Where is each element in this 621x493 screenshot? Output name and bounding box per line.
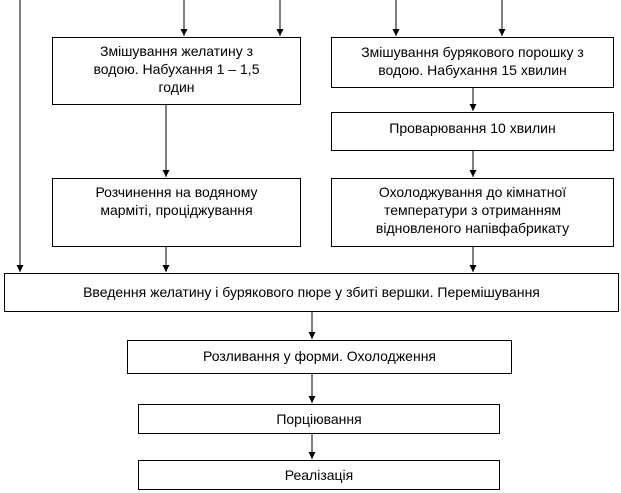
step-gelatin-mix-line-1: Змішування желатину з <box>99 43 254 59</box>
step-cool-line-2: температури з отриманням <box>383 202 562 218</box>
step-boil-line-1: Проварювання 10 хвилин <box>389 120 556 136</box>
step-beet-mix <box>331 37 614 88</box>
step-beet-mix-line-2: водою. Набухання 15 хвилин <box>378 62 567 78</box>
step-portion-line-1: Порціювання <box>276 411 362 427</box>
step-gelatin-mix <box>52 37 301 105</box>
step-pour <box>127 340 512 374</box>
step-pour-line-1: Розливання у форми. Охолодження <box>202 348 437 364</box>
step-gelatin-mix-line-3: годин <box>158 79 195 95</box>
step-gelatin-mix-line-2: водою. Набухання 1 – 1,5 <box>93 61 260 77</box>
step-combine-line-1: Введення желатину і бурякового пюре у збиті вершки. Перемішування <box>83 284 540 300</box>
step-cool <box>331 178 614 247</box>
step-sale-line-1: Реалізація <box>284 467 354 483</box>
step-cool-line-3: відновленого напівфабрикату <box>375 220 570 236</box>
step-combine <box>4 273 619 312</box>
step-dissolve <box>52 178 301 247</box>
step-beet-mix-line-1: Змішування бурякового порошку з <box>361 44 584 60</box>
step-boil <box>331 112 614 151</box>
step-dissolve-line-1: Розчинення на водяному <box>95 184 258 200</box>
step-dissolve-line-2: марміті, проціджування <box>100 202 253 218</box>
step-portion <box>138 404 500 434</box>
step-sale <box>138 460 500 490</box>
step-cool-line-1: Охолоджування до кімнатної <box>378 184 567 200</box>
